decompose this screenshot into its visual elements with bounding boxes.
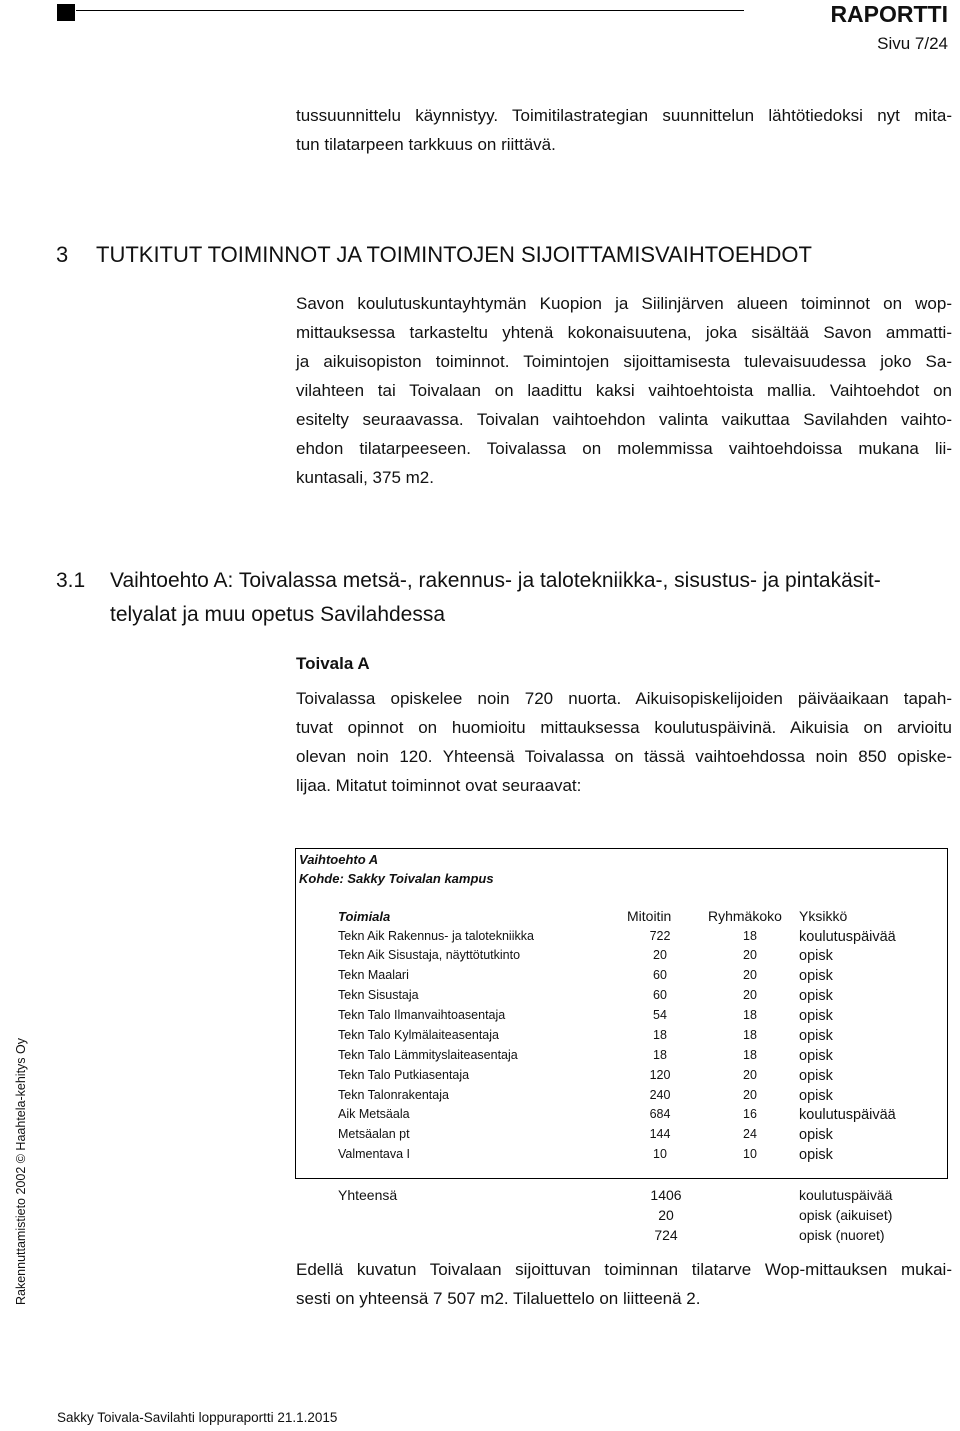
- cell-yksikko: opisk: [799, 1068, 833, 1084]
- closing-paragraph: [296, 1255, 952, 1313]
- header-rule: [76, 10, 744, 11]
- table-row: [0, 1147, 960, 1167]
- cell-toimiala: Aik Metsäala: [338, 1107, 410, 1121]
- cell-toimiala: Tekn Sisustaja: [338, 988, 419, 1002]
- cell-ryhmakoko: 20: [743, 1088, 757, 1102]
- cell-mitoitin: 240: [649, 1088, 671, 1102]
- cell-toimiala: Valmentava I: [338, 1147, 411, 1161]
- text-line: tussuunnittelu käynnistyy. Toimitilastrategian suunnittelun lähtötiedoksi nyt mita-: [296, 106, 952, 125]
- cell-ryhmakoko: 20: [743, 948, 757, 962]
- table-row: [0, 988, 960, 1008]
- cell-ryhmakoko: 24: [743, 1127, 757, 1141]
- cell-yksikko: opisk: [799, 1028, 833, 1044]
- total-mitoitin: 724: [654, 1227, 678, 1243]
- column-header-toimiala: Toimiala: [338, 909, 391, 924]
- text-line: Edellä kuvatun Toivalaan sijoittuvan toiminnan tilatarve Wop-mittauksen mukai-: [296, 1260, 952, 1279]
- cell-yksikko: opisk: [799, 1147, 833, 1163]
- cell-yksikko: koulutuspäivää: [799, 929, 896, 945]
- cell-yksikko: opisk: [799, 1088, 833, 1104]
- section-3-heading: [56, 242, 812, 268]
- section-title-line: telyalat ja muu opetus Savilahdessa: [110, 603, 446, 626]
- total-yksikko: opisk (aikuiset): [799, 1207, 893, 1223]
- table-row: [0, 1107, 960, 1127]
- cell-ryhmakoko: 20: [743, 1068, 757, 1082]
- cell-mitoitin: 54: [653, 1008, 667, 1022]
- table-row: [0, 1008, 960, 1028]
- cell-mitoitin: 722: [649, 929, 671, 943]
- table-row: [0, 1088, 960, 1108]
- cell-ryhmakoko: 16: [743, 1107, 757, 1121]
- cell-toimiala: Metsäalan pt: [338, 1127, 410, 1141]
- text-line: olevan noin 120. Yhteensä Toivalassa on tässä vaihtoehdossa noin 850 opiske-: [296, 747, 952, 766]
- cell-mitoitin: 18: [653, 1028, 667, 1042]
- section-number: 3.1: [56, 569, 86, 592]
- table-row: [0, 1048, 960, 1068]
- section-title-line: Vaihtoehto A: Toivalassa metsä-, rakennus- ja talotekniikka-, sisustus- ja pintakäsit-: [110, 569, 881, 592]
- cell-toimiala: Tekn Talonrakentaja: [338, 1088, 449, 1102]
- section-3-paragraph: [296, 289, 952, 492]
- cell-yksikko: opisk: [799, 948, 833, 964]
- header-black-square: [57, 4, 75, 21]
- cell-toimiala: Tekn Talo Lämmityslaiteasentaja: [338, 1048, 518, 1062]
- table-row: [0, 1127, 960, 1147]
- table-title: Vaihtoehto A: [299, 852, 379, 867]
- text-line: vilahteen tai Toivalaan on laadittu kaksi vaihtoehtoista mallia. Vaihtoehdot on: [296, 381, 952, 400]
- cell-mitoitin: 144: [649, 1127, 671, 1141]
- cell-mitoitin: 684: [649, 1107, 671, 1121]
- cell-toimiala: Tekn Talo Kylmälaiteasentaja: [338, 1028, 499, 1042]
- cell-toimiala: Tekn Talo Ilmanvaihtoasentaja: [338, 1008, 506, 1022]
- page-number: Sivu 7/24: [877, 34, 948, 53]
- text-line: esitelty seuraavassa. Toivalan vaihtoehdon valinta vaikuttaa Savilahden vaihto-: [296, 410, 952, 429]
- table-row: [0, 929, 960, 949]
- cell-mitoitin: 10: [653, 1147, 667, 1161]
- cell-mitoitin: 18: [653, 1048, 667, 1062]
- text-line: Savon koulutuskuntayhtymän Kuopion ja Siilinjärven alueen toiminnot on wop-: [296, 294, 952, 313]
- cell-yksikko: opisk: [799, 1127, 833, 1143]
- cell-mitoitin: 20: [653, 948, 667, 962]
- cell-toimiala: Tekn Aik Rakennus- ja talotekniikka: [338, 929, 534, 943]
- page-footer: Sakky Toivala-Savilahti loppuraportti 21.1.2015: [57, 1410, 338, 1425]
- cell-ryhmakoko: 10: [743, 1147, 757, 1161]
- text-line: ehdon tilatarpeeseen. Toivalassa on molemmissa vaihtoehdoissa mukana lii-: [296, 439, 952, 458]
- cell-toimiala: Tekn Maalari: [338, 968, 409, 982]
- text-line: kuntasali, 375 m2.: [296, 468, 434, 487]
- text-line: mittauksessa tarkasteltu yhtenä kokonaisuutena, joka sisältää Savon ammatti-: [296, 323, 952, 342]
- total-mitoitin: 20: [658, 1207, 674, 1223]
- cell-yksikko: opisk: [799, 1008, 833, 1024]
- cell-yksikko: opisk: [799, 988, 833, 1004]
- table-row: [0, 968, 960, 988]
- intro-paragraph: [296, 101, 952, 159]
- subheading-toivala-a: Toivala A: [296, 654, 370, 673]
- cell-toimiala: Tekn Aik Sisustaja, näyttötutkinto: [338, 948, 521, 962]
- text-line: sesti on yhteensä 7 507 m2. Tilaluettelo on liitteenä 2.: [296, 1289, 701, 1308]
- cell-yksikko: opisk: [799, 968, 833, 984]
- cell-mitoitin: 60: [653, 988, 667, 1002]
- table-subtitle: Kohde: Sakky Toivalan kampus: [299, 871, 494, 886]
- cell-ryhmakoko: 20: [743, 988, 757, 1002]
- cell-yksikko: koulutuspäivää: [799, 1107, 896, 1123]
- cell-ryhmakoko: 20: [743, 968, 757, 982]
- cell-ryhmakoko: 18: [743, 1008, 757, 1022]
- cell-ryhmakoko: 18: [743, 929, 757, 943]
- report-title: RAPORTTI: [830, 1, 948, 27]
- cell-mitoitin: 60: [653, 968, 667, 982]
- cell-yksikko: opisk: [799, 1048, 833, 1064]
- column-header-yksikko: Yksikkö: [799, 908, 848, 924]
- cell-toimiala: Tekn Talo Putkiasentaja: [338, 1068, 470, 1082]
- section-3-1-paragraph: [296, 684, 952, 800]
- table-row: [0, 1028, 960, 1048]
- copyright-side-text: Rakennuttamistieto 2002 © Haahtela-kehitys Oy: [14, 1038, 28, 1305]
- table-row: [0, 948, 960, 968]
- cell-mitoitin: 120: [649, 1068, 671, 1082]
- text-line: Toivalassa opiskelee noin 720 nuorta. Aikuisopiskelijoiden päiväaikaan tapah-: [296, 689, 952, 708]
- column-header-ryhmakoko: Ryhmäkoko: [708, 908, 782, 924]
- column-header-mitoitin: Mitoitin: [627, 908, 672, 924]
- cell-ryhmakoko: 18: [743, 1028, 757, 1042]
- text-line: tuvat opinnot on huomioitu mittauksessa koulutuspäivinä. Aikuisia on arvioitu: [296, 718, 952, 737]
- text-line: lijaa. Mitatut toiminnot ovat seuraavat:: [296, 776, 582, 795]
- total-yksikko: opisk (nuoret): [799, 1227, 885, 1243]
- total-mitoitin: 1406: [650, 1187, 682, 1203]
- table-row: [0, 1068, 960, 1088]
- text-line: ja aikuisopiston toiminnot. Toimintojen sijoittamisesta tulevaisuudessa joko Sa-: [296, 352, 952, 371]
- cell-ryhmakoko: 18: [743, 1048, 757, 1062]
- total-yksikko: koulutuspäivää: [799, 1187, 893, 1203]
- section-number: 3: [56, 242, 69, 267]
- totals-label: Yhteensä: [338, 1187, 398, 1203]
- text-line: tun tilatarpeen tarkkuus on riittävä.: [296, 135, 556, 154]
- section-title: TUTKITUT TOIMINNOT JA TOIMINTOJEN SIJOITTAMISVAIHTOEHDOT: [96, 242, 812, 267]
